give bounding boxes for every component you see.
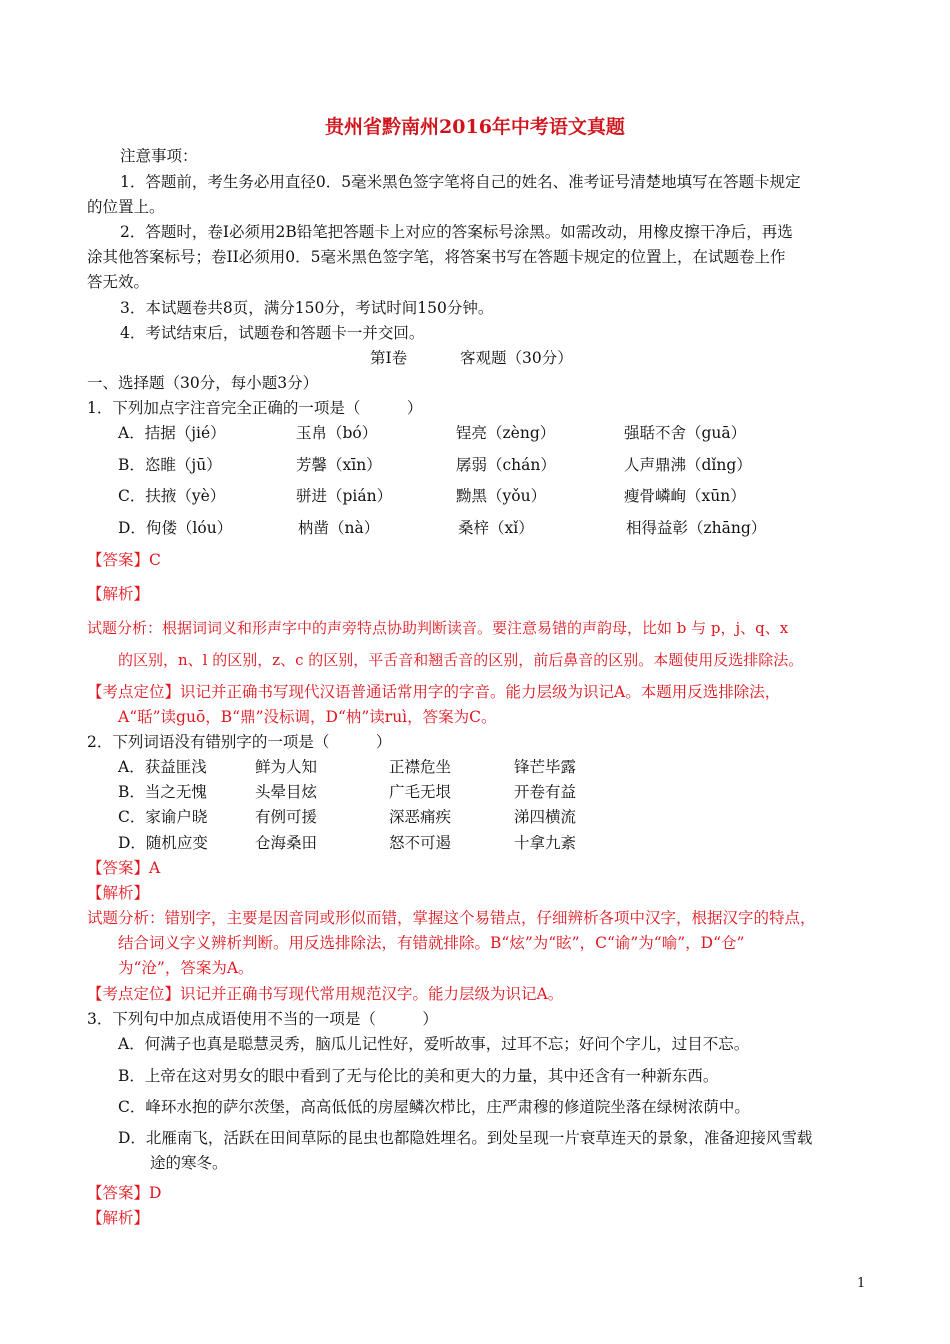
notice-item-2-cont: 涂其他答案标号；卷II必须用0．5毫米黑色签字笔，将答案书写在答题卡规定的位置上，在试题卷上作 <box>87 248 786 266</box>
q2-c-3: 深恶痛疾 <box>389 808 452 826</box>
q2-analysis-label: 【解析】 <box>87 884 150 902</box>
q1-c-1: C．扶掖（yè） <box>118 487 226 505</box>
q1-a-4: 强聒不舍（guā） <box>624 424 747 442</box>
q2-c-4: 涕四横流 <box>514 808 577 826</box>
q2-a-1: A．获益匪浅 <box>118 758 207 776</box>
q3-stem: 3．下列句中加点成语使用不当的一项是（ ） <box>87 1010 438 1028</box>
q1-analysis-1: 试题分析：根据词词义和形声字中的声旁特点协助判断读音。要注意易错的声韵母，比如 b 与 p，j、q、x <box>87 619 789 637</box>
q2-d-1: D．随机应变 <box>118 834 208 852</box>
q1-c-2: 骈进（pián） <box>296 487 393 505</box>
q1-analysis-label: 【解析】 <box>87 585 150 603</box>
q1-point-1: 【考点定位】识记并正确书写现代汉语普通话常用字的字音。能力层级为识记A。本题用反选排除法， <box>87 683 781 701</box>
q2-analysis-2: 结合词义字义辨析判断。用反选排除法，有错就排除。B“炫”为“眩”，C“谕”为“喻”，D“仓” <box>118 934 745 952</box>
q1-b-3: 孱弱（chán） <box>456 456 556 474</box>
section-heading: 一、选择题（30分，每小题3分） <box>87 374 319 392</box>
q2-point-1: 【考点定位】识记并正确书写现代常用规范汉字。能力层级为识记A。 <box>87 985 564 1003</box>
q1-a-3: 锃亮（zèng） <box>456 424 556 442</box>
q2-stem: 2．下列词语没有错别字的一项是（ ） <box>87 733 392 751</box>
q1-stem: 1．下列加点字注音完全正确的一项是（ ） <box>87 399 423 417</box>
q1-a-2: 玉帛（bó） <box>296 424 378 442</box>
q1-point-2: A“聒”读guō，B“鼎”没标调，D“枘”读ruì，答案为C。 <box>118 708 497 726</box>
q2-b-3: 广毛无垠 <box>389 783 452 801</box>
q1-c-4: 瘦骨嶙峋（xūn） <box>624 487 746 505</box>
notice-item-1: 1．答题前，考生务必用直径0．5毫米黑色签字笔将自己的姓名、准考证号清楚地填写在答题卡规定 <box>120 173 801 191</box>
q1-answer: 【答案】C <box>87 551 161 569</box>
q1-b-2: 芳馨（xīn） <box>296 456 382 474</box>
q3-option-b: B．上帝在这对男女的眼中看到了无与伦比的美和更大的力量，其中还含有一种新东西。 <box>118 1067 719 1085</box>
part-subtitle: 客观题（30分） <box>460 349 573 367</box>
notice-item-2-cont2: 答无效。 <box>87 273 150 291</box>
q1-d-2: 枘凿（nà） <box>298 519 380 537</box>
q1-d-3: 桑梓（xǐ） <box>458 519 534 537</box>
q3-answer: 【答案】D <box>87 1184 162 1202</box>
q1-d-4: 相得益彰（zhāng） <box>626 519 767 537</box>
q2-d-2: 仓海桑田 <box>255 834 318 852</box>
q2-b-4: 开卷有益 <box>514 783 577 801</box>
page-number: 1 <box>857 1276 866 1291</box>
q3-option-c: C．峰环水抱的萨尔茨堡，高高低低的房屋鳞次栉比，庄严肃穆的修道院坐落在绿树浓荫中。 <box>118 1098 750 1116</box>
notice-item-3: 3．本试题卷共8页，满分150分，考试时间150分钟。 <box>120 299 494 317</box>
q2-d-3: 怒不可遏 <box>389 834 452 852</box>
q1-b-4: 人声鼎沸（dǐng） <box>624 456 752 474</box>
q2-analysis-3: 为“沧”，答案为A。 <box>118 959 254 977</box>
q1-d-1: D．佝偻（lóu） <box>118 519 233 537</box>
notice-item-4: 4．考试结束后，试题卷和答题卡一并交回。 <box>120 324 425 342</box>
q2-answer: 【答案】A <box>87 859 161 877</box>
q3-option-a: A．何满子也真是聪慧灵秀，脑瓜儿记性好，爱听故事，过耳不忘；好问个字儿，过目不忘。 <box>118 1035 750 1053</box>
part-label: 第Ⅰ卷 <box>370 349 408 367</box>
q2-c-2: 有例可援 <box>255 808 318 826</box>
q3-analysis-label: 【解析】 <box>87 1209 150 1227</box>
notice-heading: 注意事项： <box>120 147 198 165</box>
q2-a-3: 正襟危坐 <box>389 758 452 776</box>
q1-analysis-2: 的区别，n、l 的区别，z、c 的区别，平舌音和翘舌音的区别，前后鼻音的区别。本题使用反选排除法。 <box>118 651 804 669</box>
notice-item-2: 2．答题时，卷I必须用2B铅笔把答题卡上对应的答案标号涂黑。如需改动，用橡皮擦干净后，再选 <box>120 223 793 241</box>
q3-option-d: D．北雁南飞，活跃在田间草际的昆虫也都隐姓埋名。到处呈现一片衰草连天的景象，准备迎接风雪载 <box>118 1129 813 1147</box>
q1-b-1: B．恣睢（jū） <box>118 456 222 474</box>
q2-analysis-1: 试题分析：错别字，主要是因音同或形似而错，掌握这个易错点，仔细辨析各项中汉字，根据汉字的特点， <box>87 909 816 927</box>
q2-b-2: 头晕目炫 <box>255 783 318 801</box>
q1-c-3: 黝黑（yǒu） <box>456 487 547 505</box>
notice-item-1-cont: 的位置上。 <box>87 198 165 216</box>
q2-c-1: C．家谕户晓 <box>118 808 208 826</box>
q3-option-d-cont: 途的寒冬。 <box>150 1154 228 1172</box>
q2-a-4: 锋芒毕露 <box>514 758 577 776</box>
q2-d-4: 十拿九紊 <box>514 834 577 852</box>
page-title: 贵州省黔南州2016年中考语文真题 <box>325 116 625 138</box>
q2-b-1: B．当之无愧 <box>118 783 207 801</box>
q1-a-1: A．拮据（jié） <box>118 424 226 442</box>
q2-a-2: 鲜为人知 <box>255 758 318 776</box>
